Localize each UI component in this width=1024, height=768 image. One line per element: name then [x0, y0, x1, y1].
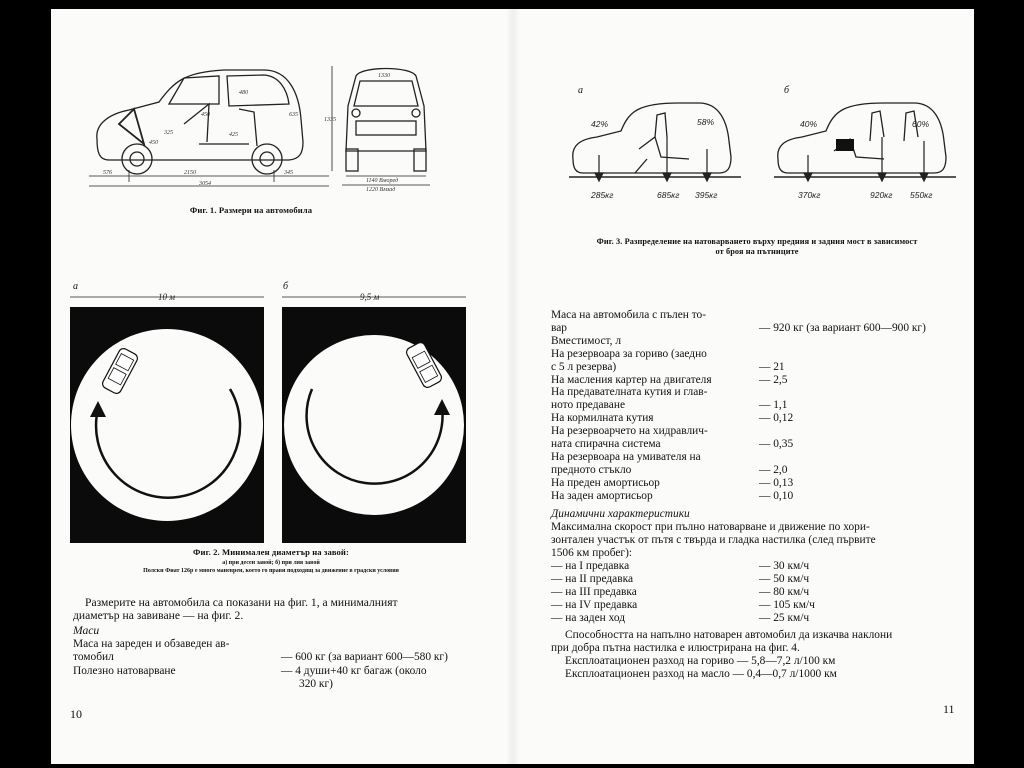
fig2-subcaption-1: а) при десен завой; б) при ляв завой	[222, 560, 320, 566]
capacity-row-value: — 0,35	[759, 438, 794, 450]
fig2-turning-diagram-a	[70, 289, 264, 544]
fig3b-w1: 370кг	[798, 190, 821, 200]
page-number-right: 11	[943, 702, 955, 716]
gear-speed-value: — 25 км/ч	[759, 612, 810, 624]
fig3-label-b: б	[784, 85, 790, 96]
capacity-row-label: На резервоарчето на хидравлич-	[551, 425, 708, 438]
capacity-row-label: На резервоара за гориво (заедно	[551, 347, 707, 360]
capacity-row-value: — 0,12	[759, 412, 794, 425]
fig1-dim-rear: 345	[284, 170, 293, 176]
fig1-side-view-drawing	[89, 64, 329, 189]
gear-speed-value: — 80 км/ч	[759, 586, 810, 598]
masses-heading: Маси	[73, 624, 100, 637]
oil-consumption: Експлоатационен разход на масло — 0,4—0,7 л/1000 км	[565, 668, 837, 680]
dynamics-text-1: Максимална скорост при пълно натоварване и движение по хори-	[551, 521, 870, 533]
fig3-load-diagram-a	[569, 97, 749, 207]
capacity-row-value: — 2,0	[759, 463, 788, 476]
fig3b-rear-pct: 60%	[912, 119, 930, 129]
fig2-dim-b: 9,5 м	[360, 292, 380, 302]
fig3a-front-pct: 42%	[591, 119, 609, 129]
fig1-dim-d2: 450	[201, 112, 210, 118]
intro-line-1: Размерите на автомобила са показани на фиг. 1, а минималният	[85, 596, 398, 609]
capacity-row-value: — 1,1	[759, 399, 788, 412]
mass-row-label: Маса на зареден и обзаведен ав-	[73, 638, 230, 650]
fig3b-front-pct: 40%	[800, 119, 818, 129]
fig1-dim-top-width: 1330	[378, 73, 390, 79]
fig3a-w2: 685кг	[657, 190, 680, 200]
capacity-row-label: с 5 л резерва)	[551, 360, 617, 373]
fig3-caption-line-2: от броя на пътниците	[715, 247, 799, 256]
climb-text-1: Способността на напълно натоварен автомобил да изкачва наклони	[565, 629, 893, 641]
capacity-row-value: — 21	[759, 360, 785, 373]
fig2-label-b: б	[283, 281, 289, 292]
capacity-row-label: На заден амортисьор	[551, 489, 653, 502]
gear-speed-label: — на IV предавка	[551, 599, 638, 611]
fig1-dim-d4: 635	[289, 112, 298, 118]
page-number-left: 10	[70, 707, 82, 721]
fig3b-w2: 920кг	[870, 190, 893, 200]
book-spine	[506, 9, 520, 764]
capacity-row-label: предното стъкло	[551, 463, 632, 476]
gear-speed-value: — 30 км/ч	[759, 560, 810, 572]
fuel-consumption: Експлоатационен разход на гориво — 5,8—7,2 л/100 км	[565, 655, 836, 667]
dynamics-text-3: 1506 км пробег):	[551, 547, 633, 559]
capacity-row-value: — 0,10	[759, 489, 794, 502]
capacity-row-label: На преден амортисьор	[551, 476, 660, 489]
dynamics-text-2: зонтален участък от пътя с твърда и гладка настилка (след първите	[551, 534, 876, 546]
fig1-dim-total: 3054	[199, 181, 211, 187]
fig2-caption: Фиг. 2. Минимален диаметър на завой:	[193, 547, 349, 557]
capacity-row-value: — 2,5	[759, 373, 788, 386]
fig3-caption-line-1: Фиг. 3. Разпределение на натоварването върху предния и задния мост в зависимост	[596, 237, 918, 246]
capacity-row-label: На предавателната кутия и глав-	[551, 386, 708, 399]
fig1-dim-d3: 450	[149, 140, 158, 146]
fig1-front-view-drawing	[326, 61, 446, 191]
fig1-dim-d1: 480	[239, 90, 248, 96]
gear-speed-label: — на I предавка	[551, 560, 630, 572]
capacity-row-value: — 920 кг (за вариант 600—900 кг)	[759, 321, 926, 334]
capacity-row-label: Вместимост, л	[551, 334, 622, 347]
fig2-label-a: а	[73, 281, 78, 292]
dynamics-heading: Динамични характеристики	[551, 508, 690, 520]
mass-row-label: Полезно натоварване	[73, 665, 176, 677]
fig1-dim-height: 1335	[324, 117, 336, 123]
fig3a-w3: 395кг	[695, 190, 718, 200]
gear-speed-value: — 50 км/ч	[759, 573, 810, 585]
capacity-row-label: вар	[551, 321, 567, 334]
fig2-turning-diagram-b	[282, 289, 466, 544]
mass-row-label: томобил	[73, 651, 114, 663]
fig3a-rear-pct: 58%	[697, 117, 715, 127]
fig1-dim-front: 576	[103, 170, 112, 176]
gear-speed-label: — на II предавка	[551, 573, 634, 585]
fig1-dim-base: 2150	[184, 170, 196, 176]
mass-row-value: 320 кг)	[299, 678, 333, 690]
fig1-dim-d5: 325	[164, 130, 173, 136]
mass-row-value: — 600 кг (за вариант 600—580 кг)	[281, 651, 448, 663]
capacity-row-value: — 0,13	[759, 476, 794, 489]
capacity-row-label: На кормилната кутия	[551, 412, 654, 425]
fig1-dim-d6: 425	[229, 132, 238, 138]
intro-line-2: диаметър на завиване — на фиг. 2.	[73, 609, 244, 622]
mass-row-value: — 4 души+40 кг багаж (около	[281, 665, 427, 677]
capacity-row-label: ното предаване	[551, 399, 625, 412]
gear-speed-value: — 105 км/ч	[759, 599, 815, 611]
fig3b-w3: 550кг	[910, 190, 933, 200]
gear-speed-label: — на заден ход	[551, 612, 626, 624]
fig1-dim-track-front: 1140 Вморед	[366, 178, 399, 184]
capacity-row-label: Маса на автомобила с пълен то-	[551, 309, 707, 321]
fig3-label-a: а	[578, 85, 583, 96]
fig1-dim-track-rear: 1220 Вмзад	[366, 187, 396, 193]
fig3-load-diagram-b	[774, 97, 964, 207]
book-spread	[51, 9, 974, 764]
capacity-row-label: ната спирачна система	[551, 438, 661, 450]
capacity-row-label: На резервоара на умивателя на	[551, 450, 701, 463]
fig2-dim-a: 10 м	[158, 292, 175, 302]
capacity-row-label: На масления картер на двигателя	[551, 373, 712, 386]
climb-text-2: при добра пътна настилка е илюстрирана на фиг. 4.	[551, 642, 800, 654]
gear-speed-label: — на III предавка	[551, 586, 637, 598]
fig1-caption: Фиг. 1. Размери на автомобила	[189, 205, 313, 215]
fig2-subcaption-2: Полски Фиат 126р е много маневрен, което го прави подходящ за движение в градски условия	[143, 568, 399, 574]
fig3a-w1: 285кг	[591, 190, 614, 200]
